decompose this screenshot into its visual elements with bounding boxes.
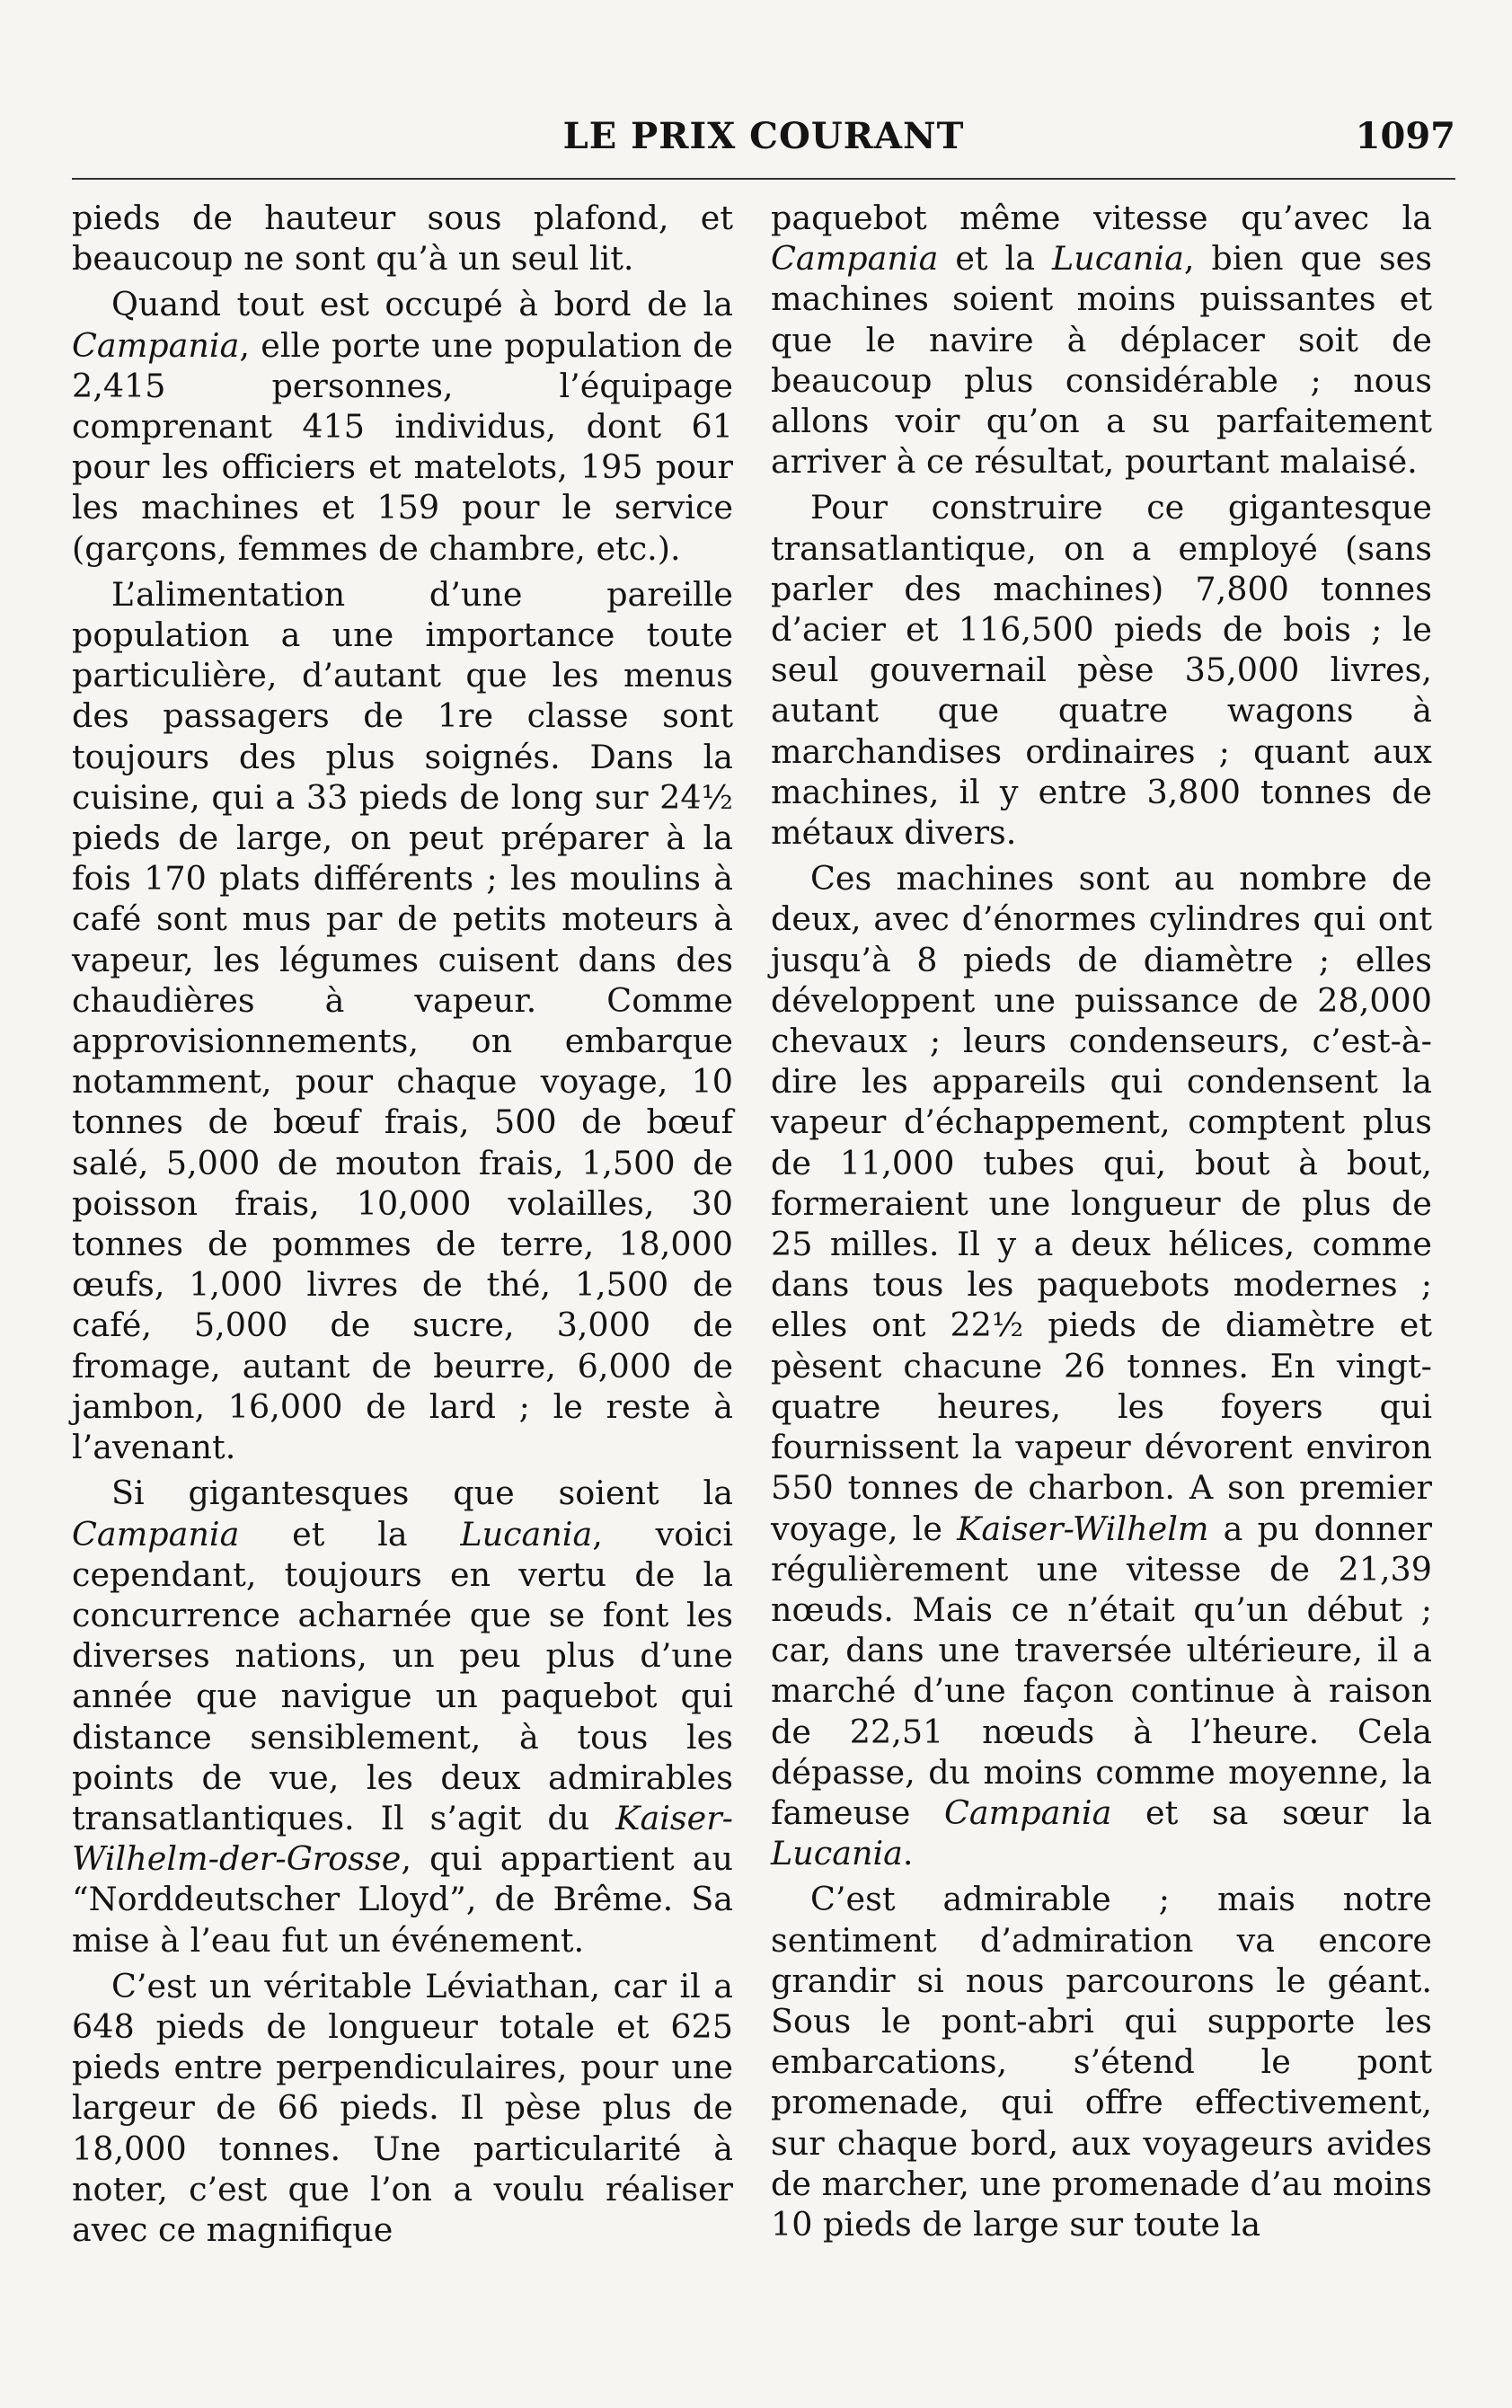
paragraph (72, 198, 733, 279)
italic-run: Campania (771, 239, 939, 279)
journal-title: LE PRIX COURANT (562, 115, 965, 157)
italic-run: Lucania (771, 1834, 903, 1873)
paragraph (771, 1879, 1432, 2244)
left-column (72, 198, 733, 2255)
header-rule (72, 178, 1455, 180)
text-run: et sa sœur la (1111, 1793, 1432, 1832)
text-run: a pu donner régulièrement une vitesse de 21,39 nœuds. Mais ce n’était qu’un début ; car, dans une traversée ultérieure, il a marché d’une façon continue à raison de 22,51 nœuds à l’heure. Cela dépasse, du moins comme moyenne, la fameuse (771, 1509, 1432, 1832)
right-column (771, 198, 1432, 2250)
italic-run: Kaiser-Wilhelm (957, 1509, 1209, 1548)
italic-run: Lucania (1051, 239, 1184, 279)
text-run: paquebot même vitesse qu’avec la (771, 199, 1432, 237)
text-run: . (902, 1834, 914, 1873)
text-run: Ces machines sont au nombre de deux, avec d’énormes cylindres qui ont jusqu’à 8 pieds de diamètre ; elles développent une puissance de 28,000 chevaux ; leurs condenseurs, c’est-à-dire les appareils qui condensent la vapeur d’échappement, comptent plus de 11,000 tubes qui, bout à bout, formeraient une longueur de plus de 25 milles. Il y a deux hélices, comme dans tous les paquebots modernes ; elles ont 22½ pieds de diamètre et pèsent chacune 26 tonnes. En vingt-quatre heures, les foyers qui fournissent la vapeur dévorent environ 550 tonnes de charbon. A son premier voyage, le (771, 859, 1432, 1548)
italic-run: Campania (72, 325, 240, 365)
text-run: Pour construire ce gigantesque transatlantique, on a employé (sans parler des machines) 7,800 tonnes d’acier et 116,500 pieds de bois ; le seul gouvernail pèse 35,000 livres, autant que quatre wagons à marchandises ordinaires ; quant aux machines, il y entre 3,800 tonnes de métaux divers. (771, 488, 1432, 853)
text-run: et la (239, 1514, 461, 1554)
paragraph (72, 284, 733, 568)
paragraph (72, 1473, 733, 1960)
text-run: , bien que ses machines soient moins puissantes et que le navire à déplacer soit de beaucoup plus considérable ; nous allons voir qu’on a su parfaitement arriver à ce résultat, pourtant malaisé. (771, 239, 1433, 482)
italic-run: Lucania (460, 1514, 593, 1554)
italic-run: Campania (72, 1514, 240, 1554)
italic-run: Campania (943, 1793, 1112, 1832)
page-number: 1097 (1355, 115, 1455, 157)
paragraph (72, 574, 733, 1467)
text-run: , elle porte une population de 2,415 personnes, l’équipage comprenant 415 individus, dont 61 pour les officiers et matelots, 195 pour les machines et 159 pour le service (garçons, femmes de chambre, etc.). (72, 325, 733, 568)
running-header (72, 115, 1455, 169)
text-run: , voici cependant, toujours en vertu de la concurrence acharnée que se font les diverses nations, un peu plus d’une année que navigue un paquebot qui distance sensiblement, à tous les points de vue, les deux admirables transatlantiques. Il s’agit du (72, 1514, 733, 1837)
text-run: pieds de hauteur sous plafond, et beaucoup ne sont qu’à un seul lit. (72, 199, 733, 279)
paragraph (771, 487, 1432, 853)
text-run: L’alimentation d’une pareille population a une importance toute particulière, d’autant que les menus des passagers de 1re classe sont toujours des plus soignés. Dans la cuisine, qui a 33 pieds de long sur 24½ pieds de large, on peut préparer à la fois 170 plats différents ; les moulins à café sont mus par de petits moteurs à vapeur, les légumes cuisent dans des chaudières à vapeur. Comme approvisionnements, on embarque notamment, pour chaque voyage, 10 tonnes de bœuf frais, 500 de bœuf salé, 5,000 de mouton frais, 1,500 de poisson frais, 10,000 volailles, 30 tonnes de pommes de terre, 18,000 œufs, 1,000 livres de thé, 1,500 de café, 5,000 de sucre, 3,000 de fromage, autant de beurre, 6,000 de jambon, 16,000 de lard ; le reste à l’avenant. (72, 574, 733, 1467)
italic-run: Kaiser-Wilhelm-der-Grosse (72, 1798, 733, 1879)
paragraph (771, 198, 1432, 482)
paragraph (72, 1966, 733, 2250)
text-run: et la (938, 239, 1052, 279)
text-run: Quand tout est occupé à bord de la (111, 285, 733, 324)
paragraph (771, 858, 1432, 1873)
text-run: Si gigantesques que soient la (111, 1474, 733, 1513)
text-run: C’est un véritable Léviathan, car il a 648 pieds de longueur totale et 625 pieds entre perpendiculaires, pour une largeur de 66 pieds. Il pèse plus de 18,000 tonnes. Une particularité à noter, c’est que l’on a voulu réaliser avec ce magnifique (72, 1966, 733, 2249)
text-run: , qui appartient au “Norddeutscher Lloyd”, de Brême. Sa mise à l’eau fut un événement. (72, 1839, 733, 1960)
text-run: C’est admirable ; mais notre sentiment d’admiration va encore grandir si nous parcourons le géant. Sous le pont-abri qui supporte les embarcations, s’étend le pont promenade, qui offre effectivement, sur chaque bord, aux voyageurs avides de marcher, une promenade d’au moins 10 pieds de large sur toute la (771, 1880, 1432, 2244)
